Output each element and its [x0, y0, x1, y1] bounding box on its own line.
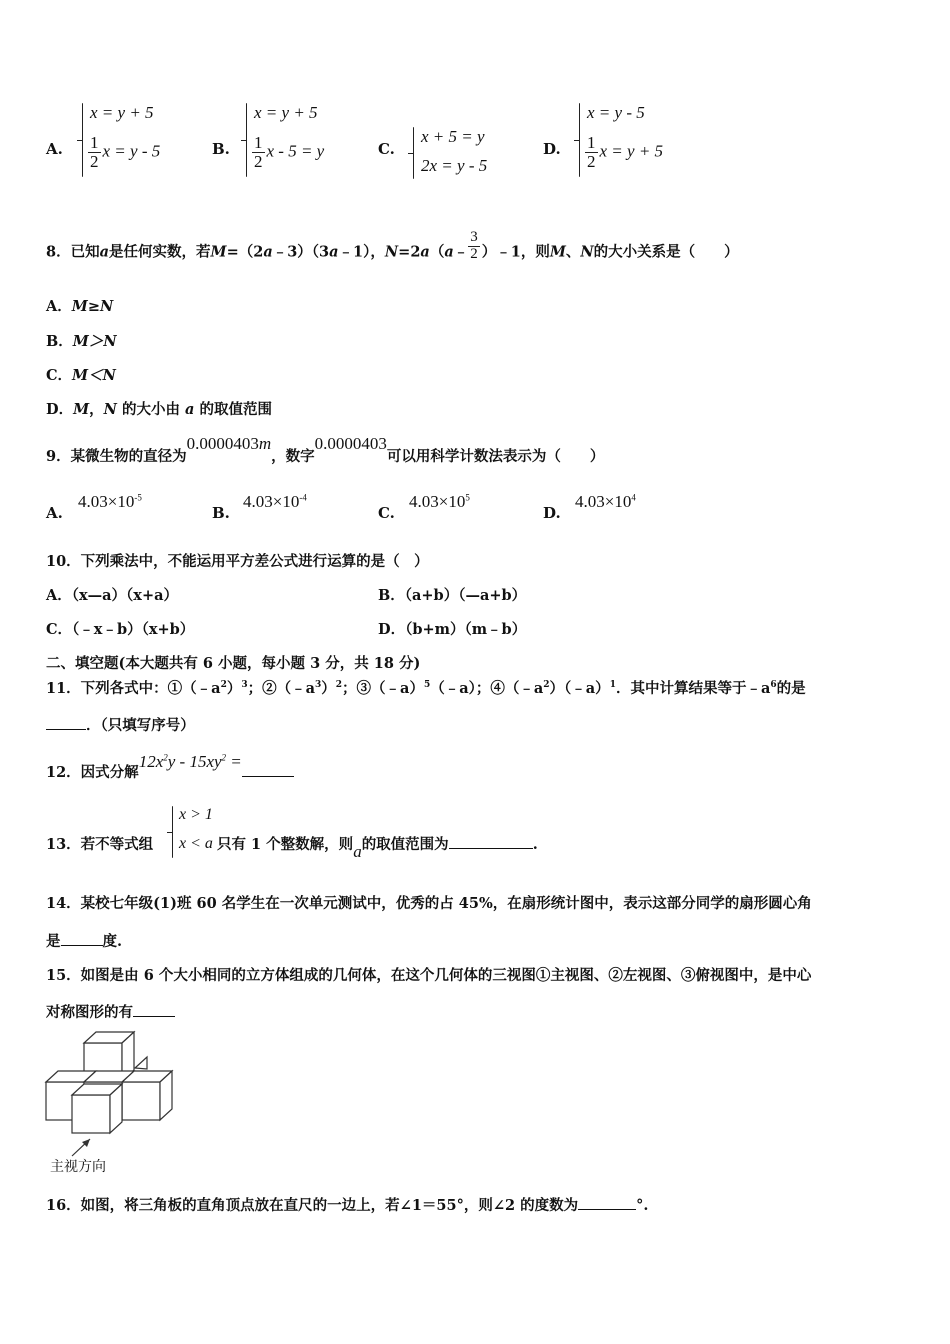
exponent: 2 — [220, 680, 227, 691]
exponent: 5 — [465, 492, 470, 503]
equals: = — [226, 752, 242, 771]
math-value — [187, 434, 272, 453]
text: 8．已知 — [46, 243, 100, 261]
exponent: 2 — [221, 752, 227, 763]
option-text: （a+b）（—a+b） — [404, 587, 527, 604]
equation-text: x = y - 5 — [102, 141, 161, 161]
text: 12．因式分解 — [46, 764, 139, 781]
exponent: 2 — [163, 752, 168, 763]
option-label: D. — [543, 504, 561, 522]
option-label: B． — [378, 587, 405, 604]
system-brace — [246, 103, 247, 177]
var: N — [103, 401, 117, 418]
option-label: B. — [212, 504, 230, 522]
exponent: 3 — [315, 680, 322, 691]
var: a — [329, 243, 339, 261]
text: 是任何实数，若 — [109, 243, 211, 261]
q10-option-c — [46, 618, 194, 639]
text: 的大小由 — [116, 401, 186, 418]
text: ）﹣1，则 — [481, 243, 550, 261]
answer-blank[interactable] — [242, 776, 294, 777]
number: 0.0000403 — [186, 434, 259, 453]
frac-num: 1 — [90, 133, 99, 152]
text: 13．若不等式组 — [46, 836, 154, 853]
text: ﹣3）（3 — [272, 243, 330, 261]
text: ；②（﹣a — [247, 680, 316, 697]
exponent: 2 — [335, 680, 343, 691]
equation-line: 2x = y - 5 — [421, 156, 488, 175]
option-label: B. — [212, 140, 230, 158]
option-text: （﹣x﹣b）（x+b） — [72, 621, 195, 638]
question-14-line2 — [46, 930, 122, 951]
exponent: -5 — [134, 492, 142, 503]
text: 16．如图，将三角板的直角顶点放在直尺的一边上，若∠1＝55°，则∠2 的度数为 — [46, 1197, 579, 1214]
option-label: C. — [378, 504, 395, 522]
q8-option-a — [46, 295, 113, 316]
text: 的取值范围为 — [361, 836, 449, 853]
question-9-stem — [46, 434, 605, 466]
base: 4.03×10 — [575, 492, 632, 511]
question-15-line2 — [46, 1001, 175, 1022]
answer-blank[interactable] — [449, 848, 533, 849]
option-label: A. — [46, 504, 63, 522]
exponent: 2 — [543, 680, 550, 691]
section-heading: 二、填空题(本大题共有 6 小题，每小题 3 分，共 18 分) — [46, 655, 421, 672]
figure-caption: 主视方向 — [50, 1159, 106, 1175]
var: M — [210, 243, 227, 261]
text: 可以用科学计数法表示为（ ） — [386, 448, 605, 465]
var: a — [420, 243, 430, 261]
text: （ — [429, 243, 445, 261]
option-label: C． — [46, 621, 73, 638]
answer-blank[interactable] — [578, 1209, 636, 1210]
option-label: C. — [378, 140, 395, 158]
question-10-stem: 10．下列乘法中，不能运用平方差公式进行运算的是（ ） — [46, 553, 429, 570]
system-brace — [82, 103, 83, 177]
exponent: 3 — [241, 680, 248, 691]
frac-num: 1 — [587, 133, 596, 152]
math-value: 0.0000403 — [314, 434, 387, 453]
option-label: B． — [46, 333, 73, 350]
question-8-stem — [46, 229, 739, 269]
question-11-line2 — [46, 714, 195, 735]
system-brace — [579, 103, 580, 177]
option-value — [78, 492, 142, 512]
fraction — [468, 230, 480, 263]
inequality: x < a — [179, 835, 213, 852]
text: ﹣ — [453, 243, 469, 261]
var: N — [384, 243, 399, 261]
text: ）（﹣a） — [549, 680, 610, 697]
text: （﹣a）；④（﹣a — [430, 680, 544, 697]
math-expression — [139, 752, 242, 771]
exponent: 1 — [609, 680, 616, 691]
text: 对称图形的有 — [46, 1004, 133, 1021]
system-brace — [172, 806, 173, 858]
var: a — [185, 401, 195, 418]
var: a — [444, 243, 454, 261]
base: 4.03×10 — [409, 492, 466, 511]
answer-blank[interactable] — [133, 1016, 175, 1017]
text: °. — [636, 1197, 649, 1214]
equation-text: x = y + 5 — [599, 141, 664, 161]
unit: m — [258, 434, 272, 453]
frac-den: 2 — [90, 151, 99, 171]
equation-line — [252, 134, 324, 171]
frac-den: 2 — [254, 151, 263, 171]
frac-num: 3 — [470, 229, 478, 245]
text: 11．下列各式中：①（﹣a — [46, 680, 221, 697]
inequality: x > 1 — [179, 806, 213, 823]
var: M — [549, 243, 566, 261]
text: ， — [89, 401, 104, 418]
option-label: A． — [46, 298, 72, 315]
text: ） — [226, 680, 242, 697]
var: M — [73, 401, 90, 418]
answer-blank[interactable] — [46, 729, 86, 730]
text: ；③（﹣a） — [342, 680, 424, 697]
cube-edge — [135, 1057, 147, 1069]
frac-den: 2 — [587, 151, 596, 171]
cube-face — [122, 1082, 160, 1120]
equation-line: x = y + 5 — [254, 103, 318, 122]
question-11-stem — [46, 677, 806, 698]
q10-option-b — [378, 584, 526, 605]
exponent: 5 — [423, 680, 431, 691]
option-text: （b+m）（m﹣b） — [405, 621, 527, 638]
option-text: M＜N — [72, 367, 116, 384]
question-14-line1: 14．某校七年级(1)班 60 名学生在一次单元测试中，优秀的占 45%，在扇形统计图中，表示这部分同学的扇形圆心角 — [46, 895, 812, 912]
option-text: （x—a）（x+a） — [71, 587, 178, 604]
text: 的是 — [776, 680, 806, 697]
var: a — [263, 243, 273, 261]
text: ，数字 — [271, 448, 315, 465]
expr: 12x — [138, 752, 164, 771]
text: =2 — [398, 243, 421, 261]
exponent: 6 — [770, 680, 777, 691]
system-brace — [413, 127, 414, 179]
q10-option-d — [378, 618, 526, 639]
question-15-line1: 15．如图是由 6 个大小相同的立方体组成的几何体，在这个几何体的三视图①主视图、②左视图、③俯视图中，是中心 — [46, 967, 812, 984]
text: 是 — [46, 933, 61, 950]
option-label: A. — [46, 140, 63, 158]
base: 4.03×10 — [78, 492, 135, 511]
q8-option-b — [46, 330, 117, 351]
q8-option-c — [46, 364, 116, 385]
text: ） — [321, 680, 336, 697]
var: N — [580, 243, 594, 261]
equation-line: x + 5 = y — [421, 127, 485, 146]
text: 9．某微生物的直径为 — [46, 448, 187, 465]
text: ﹣1）， — [338, 243, 385, 261]
text: =（2 — [226, 243, 264, 261]
option-text: M＞N — [72, 333, 117, 350]
answer-blank[interactable] — [61, 945, 103, 946]
question-12-stem — [46, 752, 294, 782]
frac-num: 1 — [254, 133, 263, 152]
var: a — [99, 243, 109, 261]
equation-line — [88, 134, 160, 171]
text: ．（只填写序号） — [86, 717, 195, 734]
text: 只有 1 个整数解，则 — [217, 836, 354, 853]
option-value — [243, 492, 307, 512]
text: 、 — [565, 243, 581, 261]
expr: y - 15xy — [167, 752, 222, 771]
exponent: -4 — [299, 492, 307, 503]
q10-option-a — [46, 584, 178, 605]
base: 4.03×10 — [243, 492, 300, 511]
option-label: D． — [378, 621, 406, 638]
option-value — [409, 492, 470, 512]
text: 的取值范围 — [194, 401, 272, 418]
question-16-stem — [46, 1194, 648, 1215]
equation-line — [585, 134, 663, 171]
equation-text: x - 5 = y — [266, 141, 325, 161]
text: . — [532, 836, 538, 853]
option-label: D． — [46, 401, 74, 418]
option-label: C． — [46, 367, 73, 384]
frac-den: 2 — [470, 245, 478, 262]
option-value — [575, 492, 636, 512]
exponent: 4 — [631, 492, 636, 503]
option-text: M≥N — [71, 298, 114, 315]
text: 的大小关系是（ ） — [593, 243, 739, 261]
equation-line: x = y + 5 — [90, 103, 154, 122]
option-label: A． — [46, 587, 72, 604]
cube-face — [72, 1095, 110, 1133]
text: 度. — [102, 933, 123, 950]
text: ．其中计算结果等于﹣a — [615, 680, 771, 697]
equation-line: x = y - 5 — [587, 103, 645, 122]
option-label: D. — [543, 140, 561, 158]
q8-option-d — [46, 398, 272, 419]
question-13-rest — [217, 833, 538, 861]
var: a — [353, 842, 362, 861]
